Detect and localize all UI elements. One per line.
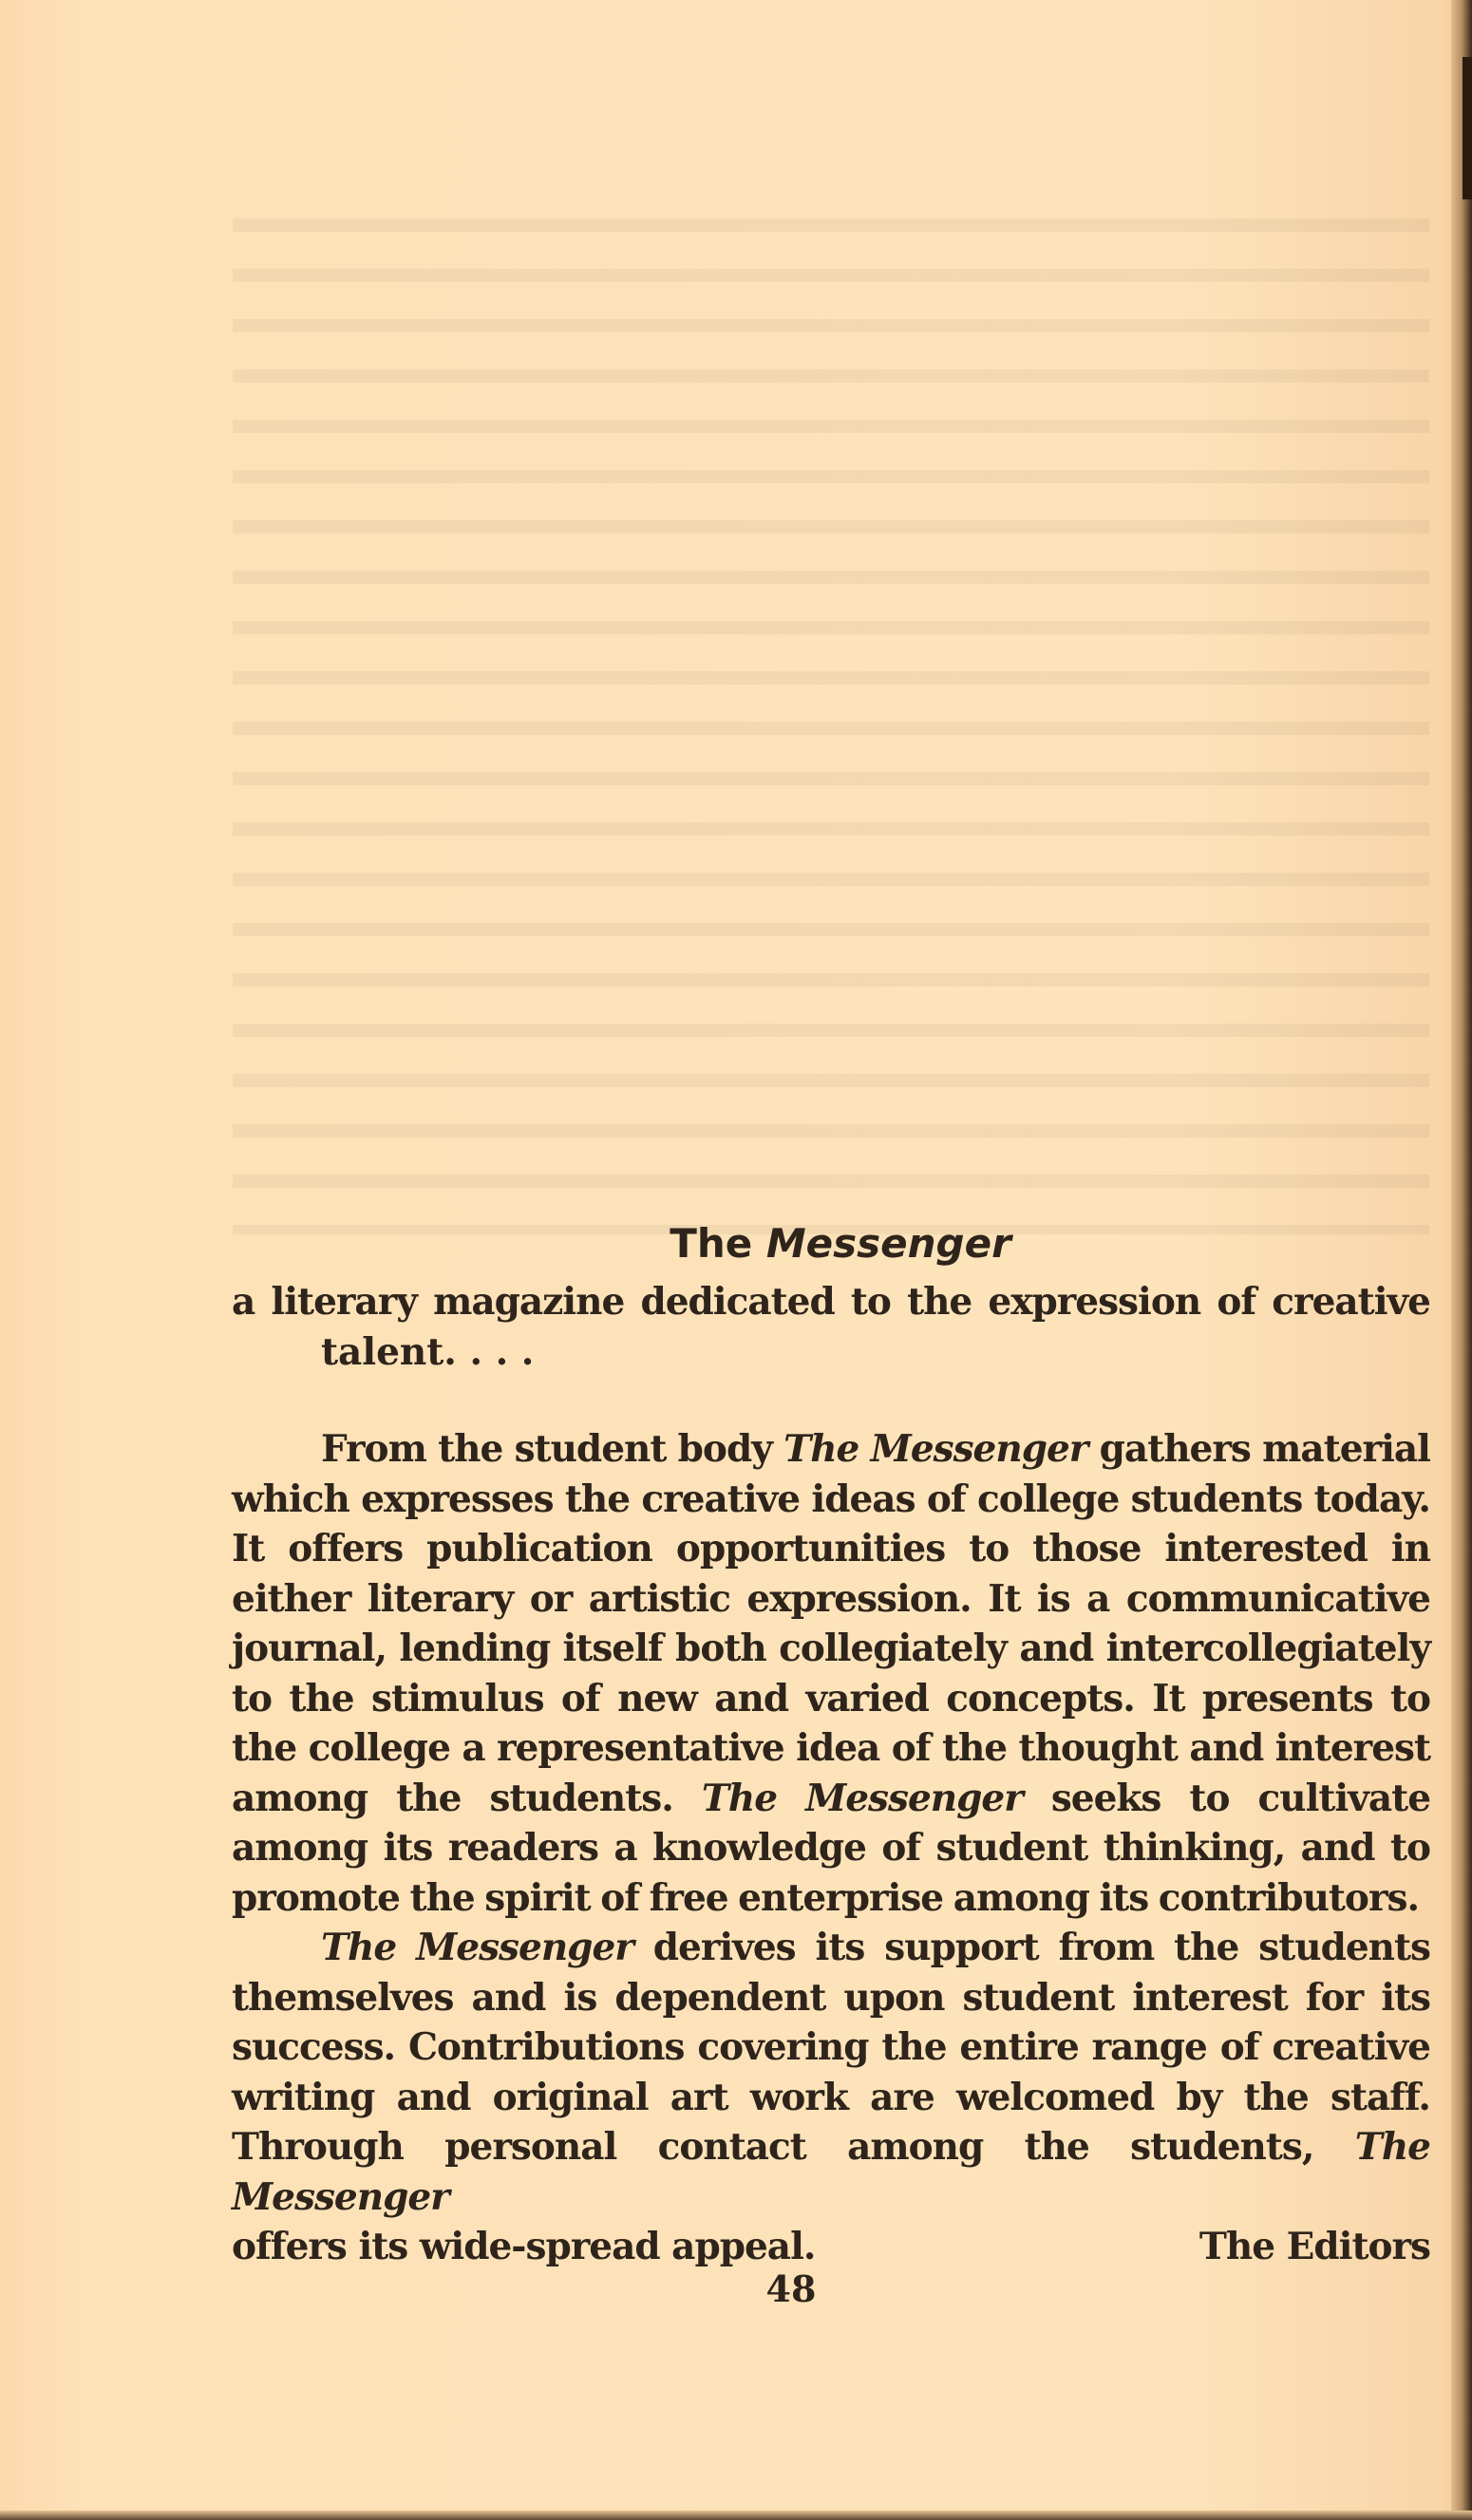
p1-text-a: From the student body — [321, 1427, 784, 1471]
spine-shadow — [1463, 57, 1472, 199]
p2-magazine-name-2: The Messenger — [232, 2125, 1430, 2219]
p1-magazine-name: The Messenger — [783, 1427, 1088, 1471]
article — [232, 1215, 1430, 2272]
closing-text: offers its wide-spread appeal. — [232, 2225, 816, 2268]
page-bottom-edge — [0, 2511, 1472, 2520]
title-plain: The — [670, 1220, 753, 1267]
tagline-line-2: talent. . . . — [321, 1329, 535, 1374]
p1-magazine-name-2: The Messenger — [701, 1776, 1023, 1820]
p1-text-c: gathers material which expresses the creative ideas of college students today. It offers publication opportunities to those interested in either literary or artistic expression. It is a communicative journal, lending itself both collegiately and intercollegiately to the stimulus of new and varied concepts. It presents to the college a representative idea of the thought and interest among the students. — [232, 1427, 1430, 1820]
closing-line — [232, 2222, 1430, 2272]
p1-text-e: seeks to cultivate among its readers a knowledge of student thinking, and to promote the spirit of free enterprise among its contributors. — [232, 1776, 1431, 1920]
show-through-text — [233, 190, 1429, 1234]
paragraph-2 — [232, 1923, 1430, 2222]
page-number: 48 — [765, 2267, 817, 2310]
paragraph-1 — [232, 1424, 1430, 1923]
spacer — [232, 1377, 1430, 1424]
p2-text-b: derives its support from the students themselves and is dependent upon student interest for its success. Contributions covering the entire range of creative writing and original art work are welcomed by the staff. Through personal contact among the students, — [232, 1926, 1430, 2169]
tagline-line-1: a literary magazine dedicated to the expression of creative — [232, 1280, 1430, 1324]
book-spine-edge — [1451, 0, 1472, 2520]
article-title — [232, 1215, 1430, 1272]
p2-magazine-name: The Messenger — [321, 1926, 633, 1969]
signature: The Editors — [1198, 2225, 1430, 2268]
title-italic: Messenger — [765, 1220, 1011, 1267]
